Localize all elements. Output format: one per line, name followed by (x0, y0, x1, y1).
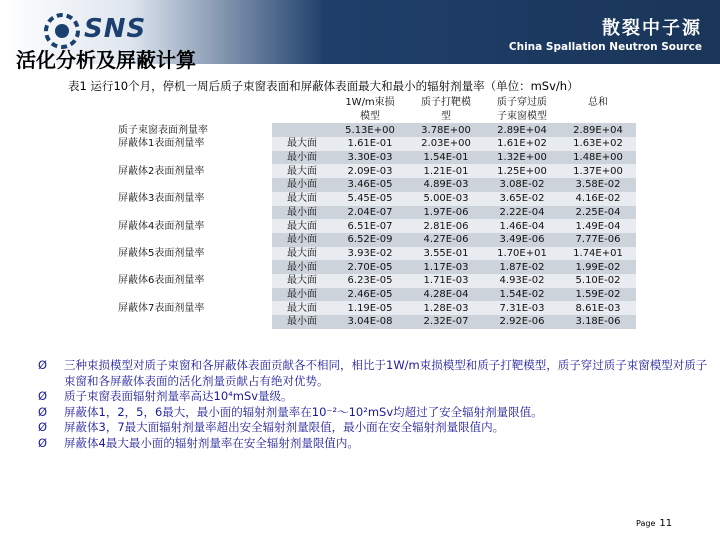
bullet-text: 屏蔽体3，7最大面辐射剂量率超出安全辐射剂量限值，最小面在安全辐射剂量限值内。 (64, 420, 505, 434)
row-sub-label: 最小面 (272, 288, 332, 302)
table-cell: 8.61E-03 (560, 301, 636, 315)
row-label: 屏蔽体7表面剂量率 (118, 302, 205, 314)
table-cell: 3.93E-02 (332, 247, 408, 261)
table-cell: 6.52E-09 (332, 233, 408, 247)
table-row (116, 260, 636, 274)
page-number (636, 518, 672, 529)
column-header: 型 (408, 110, 484, 124)
table-caption: 表1 运行10个月，停机一周后质子束窗表面和屏蔽体表面最大和最小的辐射剂量率（单位：mSv/h） (68, 79, 579, 93)
column-header: 质子穿过质 (484, 96, 560, 110)
table-cell: 1.63E+02 (560, 137, 636, 151)
table-cell: 1.71E-03 (408, 274, 484, 288)
table-row (116, 315, 636, 329)
table-cell: 2.03E+00 (408, 137, 484, 151)
page-title: 活化分析及屏蔽计算 (16, 48, 196, 72)
table-cell: 4.93E-02 (484, 274, 560, 288)
table-cell: 2.89E+04 (484, 123, 560, 137)
row-label (116, 315, 272, 329)
table-cell: 4.28E-04 (408, 288, 484, 302)
row-sub-label: 最小面 (272, 260, 332, 274)
bullet-arrow-icon: Ø (38, 420, 48, 434)
table-row (116, 206, 636, 220)
bullet-text: 质子束窗表面辐射剂量率高达10⁴mSv量级。 (64, 389, 293, 403)
table-cell: 3.08E-02 (484, 178, 560, 192)
table-cell: 3.46E-05 (332, 178, 408, 192)
brand-name-cn: 散裂中子源 (602, 18, 702, 39)
table-cell: 1.54E-02 (484, 288, 560, 302)
column-header: 1W/m束损 (332, 96, 408, 110)
bullet-text: 屏蔽体1，2，5，6最大，最小面的辐射剂量率在10⁻²～10²mSv均超过了安全辐射剂量限值。 (64, 404, 543, 419)
bullet-arrow-icon: Ø (38, 435, 48, 450)
table-cell: 4.89E-03 (408, 178, 484, 192)
table-cell: 6.23E-05 (332, 274, 408, 288)
table-cell: 5.13E+00 (332, 123, 408, 137)
logo-text: SNS (84, 14, 147, 44)
bullet-item (38, 420, 708, 436)
table-row (116, 151, 636, 165)
table-cell: 2.70E-05 (332, 260, 408, 274)
row-sub-label: 最小面 (272, 315, 332, 329)
row-sub-label: 最小面 (272, 151, 332, 165)
row-label: 屏蔽体4表面剂量率 (118, 220, 205, 232)
bullet-text: 三种束损模型对质子束窗和各屏蔽体表面贡献各不相同，相比于1W/m束损模型和质子打靶模型，质子穿过质子束窗模型对质子束窗和各屏蔽体表面的活化剂量贡献占有绝对优势。 (64, 358, 708, 388)
table-cell: 1.49E-04 (560, 219, 636, 233)
row-sub-label: 最大面 (272, 137, 332, 151)
table-row (116, 219, 636, 233)
bullet-item (38, 389, 708, 405)
table-cell: 1.54E-01 (408, 151, 484, 165)
column-header: 总和 (560, 96, 636, 110)
column-header (560, 110, 636, 124)
bullet-text: 屏蔽体4最大最小面的辐射剂量率在安全辐射剂量限值内。 (64, 435, 359, 450)
table-cell: 3.55E-01 (408, 247, 484, 261)
table-cell: 1.28E-03 (408, 301, 484, 315)
table-cell: 3.30E-03 (332, 151, 408, 165)
table-cell: 1.48E+00 (560, 151, 636, 165)
row-label (116, 288, 272, 302)
row-sub-label (272, 123, 332, 137)
table-row (116, 164, 636, 178)
row-label (116, 206, 272, 220)
table-cell: 2.25E-04 (560, 206, 636, 220)
table-cell: 3.04E-08 (332, 315, 408, 329)
column-header: 质子打靶模 (408, 96, 484, 110)
header-blank (272, 96, 332, 123)
bullet-item (38, 358, 708, 389)
row-label: 屏蔽体1表面剂量率 (118, 138, 205, 150)
row-label: 屏蔽体6表面剂量率 (118, 275, 205, 287)
row-sub-label: 最小面 (272, 233, 332, 247)
table-cell: 1.25E+00 (484, 164, 560, 178)
table-cell: 5.10E-02 (560, 274, 636, 288)
table-row (116, 137, 636, 151)
table-cell: 2.22E-04 (484, 206, 560, 220)
row-sub-label: 最大面 (272, 219, 332, 233)
row-label: 屏蔽体3表面剂量率 (118, 193, 205, 205)
column-header: 模型 (332, 110, 408, 124)
dose-rate-table (116, 96, 636, 329)
bullet-item (38, 436, 708, 452)
table-cell: 3.78E+00 (408, 123, 484, 137)
table-cell: 1.59E-02 (560, 288, 636, 302)
table-cell: 1.61E+02 (484, 137, 560, 151)
table-cell: 2.46E-05 (332, 288, 408, 302)
table-cell: 1.32E+00 (484, 151, 560, 165)
table-cell: 2.32E-07 (408, 315, 484, 329)
table-cell: 2.09E-03 (332, 164, 408, 178)
row-label (116, 233, 272, 247)
brand-name-en: China Spallation Neutron Source (508, 41, 702, 53)
table-cell: 1.17E-03 (408, 260, 484, 274)
bullet-item (38, 405, 708, 421)
bullet-arrow-icon: Ø (38, 358, 48, 372)
row-sub-label: 最大面 (272, 192, 332, 206)
table-cell: 2.04E-07 (332, 206, 408, 220)
table-header-row (116, 96, 636, 110)
table-cell: 3.65E-02 (484, 192, 560, 206)
table-cell: 6.51E-07 (332, 219, 408, 233)
table-row (116, 274, 636, 288)
table-cell: 1.37E+00 (560, 164, 636, 178)
table-cell: 1.74E+01 (560, 247, 636, 261)
table-cell: 5.45E-05 (332, 192, 408, 206)
row-label (116, 151, 272, 165)
row-sub-label: 最大面 (272, 247, 332, 261)
table-cell: 2.92E-06 (484, 315, 560, 329)
table-cell: 1.19E-05 (332, 301, 408, 315)
table-cell: 1.70E+01 (484, 247, 560, 261)
bullet-list (38, 358, 708, 451)
table-row (116, 288, 636, 302)
table-body (116, 123, 636, 328)
row-label: 质子束窗表面剂量率 (118, 124, 208, 136)
table-cell: 1.21E-01 (408, 164, 484, 178)
row-label (116, 260, 272, 274)
row-sub-label: 最小面 (272, 178, 332, 192)
table-cell: 2.89E+04 (560, 123, 636, 137)
table-cell: 2.81E-06 (408, 219, 484, 233)
table-row (116, 301, 636, 315)
row-sub-label: 最小面 (272, 206, 332, 220)
table-row (116, 178, 636, 192)
header-blank (116, 96, 272, 123)
table-cell: 4.16E-02 (560, 192, 636, 206)
row-label: 屏蔽体2表面剂量率 (118, 165, 205, 177)
table-cell: 7.77E-06 (560, 233, 636, 247)
table-row (116, 192, 636, 206)
table-row (116, 247, 636, 261)
table-cell: 1.46E-04 (484, 219, 560, 233)
table-cell: 1.87E-02 (484, 260, 560, 274)
table-cell: 1.99E-02 (560, 260, 636, 274)
table-row (116, 123, 636, 137)
row-sub-label: 最大面 (272, 164, 332, 178)
row-label (116, 178, 272, 192)
table-cell: 3.18E-06 (560, 315, 636, 329)
table-cell: 3.58E-02 (560, 178, 636, 192)
table-cell: 1.61E-01 (332, 137, 408, 151)
table-cell: 3.49E-06 (484, 233, 560, 247)
bullet-arrow-icon: Ø (38, 389, 48, 403)
bullet-arrow-icon: Ø (38, 404, 48, 419)
table-row (116, 233, 636, 247)
row-sub-label: 最大面 (272, 301, 332, 315)
column-header: 子束窗模型 (484, 110, 560, 124)
table-cell: 7.31E-03 (484, 301, 560, 315)
table-cell: 4.27E-06 (408, 233, 484, 247)
page-label: Page (636, 519, 656, 528)
row-sub-label: 最大面 (272, 274, 332, 288)
page-number-value: 11 (659, 518, 673, 529)
table-cell: 1.97E-06 (408, 206, 484, 220)
table-cell: 5.00E-03 (408, 192, 484, 206)
row-label: 屏蔽体5表面剂量率 (118, 247, 205, 259)
